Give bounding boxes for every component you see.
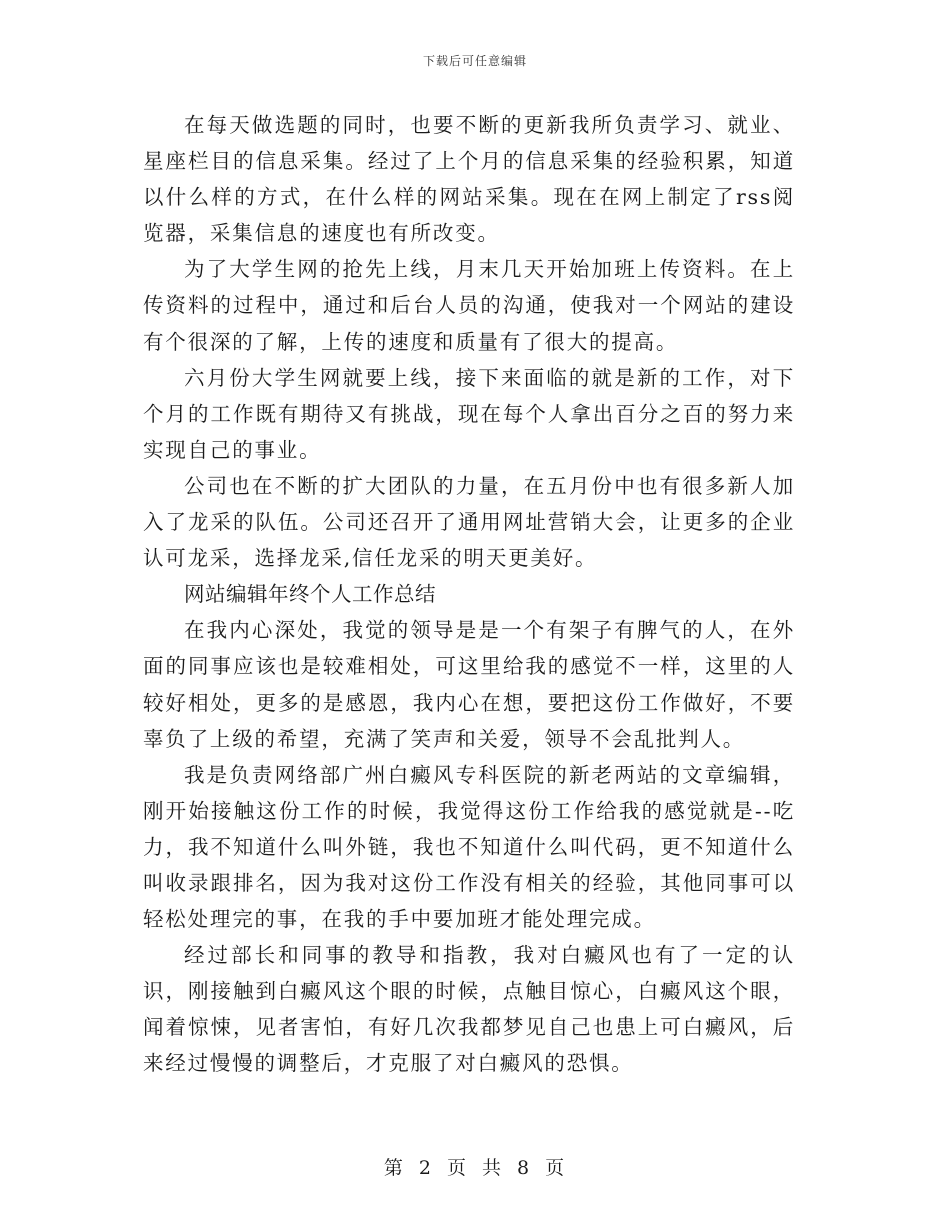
paragraph-2: 为了大学生网的抢先上线，月末几天开始加班上传资料。在上传资料的过程中，通过和后台人员的沟通，使我对一个网站的建设有个很深的了解，上传的速度和质量有了很大的提高。: [143, 257, 795, 354]
paragraph-1: 在每天做选题的同时，也要不断的更新我所负责学习、就业、星座栏目的信息采集。经过了上个月的信息采集的经验积累，知道以什么样的方式，在什么样的网站采集。现在在网上制定了rss阅览器，采集信息的速度也有所改变。: [143, 113, 795, 246]
document-body: [143, 107, 795, 1082]
paragraph-7: 经过部长和同事的教导和指教，我对白癜风也有了一定的认识，刚接触到白癜风这个眼的时候，点触目惊心，白癜风这个眼，闻着惊悚，见者害怕，有好几次我都梦见自己也患上可白癜风，后来经过慢慢的调整后，才克服了对白癜风的恐惧。: [143, 943, 795, 1076]
page-number: 第 2 页 共 8 页: [383, 1157, 567, 1179]
paragraph-6: 我是负责网络部广州白癜风专科医院的新老两站的文章编辑，刚开始接触这份工作的时候，我觉得这份工作给我的感觉就是--吃力，我不知道什么叫外链，我也不知道什么叫代码，更不知道什么叫收录跟排名，因为我对这份工作没有相关的经验，其他同事可以轻松处理完的事，在我的手中要加班才能处理完成。: [143, 762, 795, 932]
page-header: 下载后可任意编辑: [422, 54, 527, 68]
paragraph-5: 在我内心深处，我觉的领导是是一个有架子有脾气的人，在外面的同事应该也是较难相处，可这里给我的感觉不一样，这里的人较好相处，更多的是感恩，我内心在想，要把这份工作做好，不要辜负了上级的希望，充满了笑声和关爱，领导不会乱批判人。: [143, 618, 795, 751]
section-title: 网站编辑年终个人工作总结: [184, 582, 436, 607]
paragraph-4: 公司也在不断的扩大团队的力量，在五月份中也有很多新人加入了龙采的队伍。公司还召开了通用网址营销大会，让更多的企业认可龙采，选择龙采,信任龙采的明天更美好。: [143, 473, 795, 571]
paragraph-3: 六月份大学生网就要上线，接下来面临的就是新的工作，对下个月的工作既有期待又有挑战，现在每个人拿出百分之百的努力来实现自己的事业。: [143, 365, 795, 462]
